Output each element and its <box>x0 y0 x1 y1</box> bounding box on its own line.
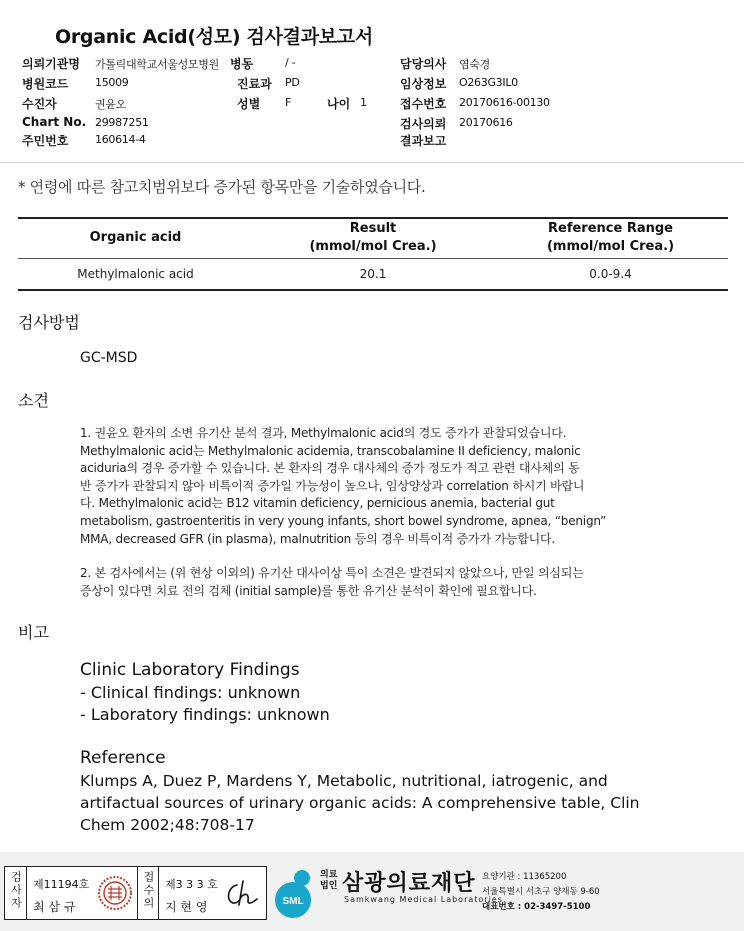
confirm-column-text: 접수의 <box>142 871 155 910</box>
hospital-code-value: 15009 <box>95 76 129 89</box>
sml-logo-text: SML <box>282 896 304 907</box>
header-result-unit: (mmol/mol Crea.) <box>309 239 437 255</box>
department-label: 진료과 <box>237 77 272 91</box>
findings-line: aciduria의 경우 증가할 수 있습니다. 본 환자의 경우 대사체의 증가 정도가 적고 관련 대사체의 동 <box>80 461 580 476</box>
reference-note: * 연령에 따른 참고치범위보다 증가된 항목만을 기술하였습니다. <box>18 178 426 196</box>
signature-box <box>4 866 267 920</box>
confirm-column-label <box>137 867 159 919</box>
header-organic-acid: Organic acid <box>18 218 253 258</box>
clinical-info-value: O263G3IL0 <box>459 76 518 89</box>
header-result-title: Result <box>349 221 397 237</box>
findings-line: 반 증가가 관찰되지 않아 비특이적 증가일 가능성이 높으나, 임상양상과 correlation 하시기 바랍니 <box>80 478 585 493</box>
resident-no-label: 주민번호 <box>22 134 69 148</box>
reference-line: Klumps A, Duez P, Mardens Y, Metabolic, nutritional, iatrogenic, and <box>80 772 608 790</box>
confirm-name: 지 현 영 <box>165 900 208 914</box>
header-reference-title: Reference Range <box>548 221 673 237</box>
patient-value: 권윤오 <box>95 98 126 111</box>
sex-value: F <box>285 96 292 109</box>
report-title: Organic Acid(성모) 검사결과보고서 <box>55 26 373 48</box>
header-result <box>253 218 493 258</box>
findings-line: MMA, decreased GFR (in plasma), malnutrition 등의 경우 비특이적 증가가 가능합니다. <box>80 531 556 546</box>
remarks-heading: 비고 <box>18 623 49 642</box>
method-value: GC-MSD <box>80 350 138 366</box>
clinical-info-label: 임상정보 <box>400 77 447 91</box>
findings-paragraph-1 <box>80 425 680 548</box>
ward-value: / - <box>285 56 296 69</box>
findings-line: 다. Methylmalonic acid는 B12 vitamin deficiency, pernicious anemia, bacterial gut <box>80 496 555 511</box>
resident-no-value: 160614-4 <box>95 133 146 146</box>
inspector-name: 최 삼 규 <box>33 900 76 914</box>
findings-line: 증상이 있다면 치료 전의 검체 (initial sample)를 통한 유기산 분석이 확인에 필요합니다. <box>80 583 537 598</box>
age-label: 나이 <box>327 97 351 111</box>
org-english-name: Samkwang Medical Laboratories <box>344 895 503 904</box>
method-heading: 검사방법 <box>18 313 80 332</box>
row-result: 20.1 <box>359 266 387 281</box>
result-table <box>18 217 728 291</box>
result-report-label: 결과보고 <box>400 134 447 148</box>
org-info-line: 요양기관 : 11365200 <box>482 872 567 882</box>
header-reference-unit: (mmol/mol Crea.) <box>546 239 675 255</box>
hospital-code-label: 병원코드 <box>22 77 69 91</box>
institution-value: 가톨릭대학교서울성모병원 <box>95 58 219 71</box>
department-value: PD <box>285 76 300 89</box>
clinical-findings-line: - Clinical findings: unknown <box>80 683 301 702</box>
findings-heading: 소견 <box>18 391 49 410</box>
header-reference <box>493 218 728 258</box>
inspector-column-label <box>5 867 27 919</box>
org-contact-info <box>482 870 600 915</box>
request-date-label: 검사의뢰 <box>400 117 447 131</box>
findings-body <box>80 425 680 617</box>
patient-label: 수진자 <box>22 97 57 111</box>
inspector-column-text: 검사자 <box>9 871 23 910</box>
laboratory-findings-line: - Laboratory findings: unknown <box>80 705 330 724</box>
org-prefix <box>320 870 337 892</box>
reference-heading: Reference <box>80 748 166 768</box>
reference-text <box>80 770 680 836</box>
org-info-line: 대표번호 : 02-3497-5100 <box>482 902 591 912</box>
reference-line: Chem 2002;48:708-17 <box>80 816 255 834</box>
table-header-row <box>18 218 728 258</box>
inspector-number: 제11194호 <box>33 878 90 891</box>
request-date-value: 20170616 <box>459 116 513 129</box>
table-row <box>18 258 728 290</box>
findings-line: Methylmalonic acid는 Methylmalonic acidemia, transcobalamine II deficiency, malonic <box>80 443 581 458</box>
doctor-label: 담당의사 <box>400 57 447 71</box>
chart-no-value: 29987251 <box>95 116 149 129</box>
doctor-value: 염숙경 <box>459 58 490 71</box>
official-seal-icon <box>97 875 133 911</box>
row-reference: 0.0-9.4 <box>589 266 632 281</box>
org-name: 삼광의료재단 <box>342 871 476 896</box>
handwritten-signature-icon <box>223 877 263 911</box>
org-info-line: 서울특별시 서초구 양재동 9-60 <box>482 887 600 897</box>
confirm-number: 제3 3 3 호 <box>165 878 218 891</box>
findings-paragraph-2 <box>80 565 680 600</box>
age-value: 1 <box>360 96 367 109</box>
report-header <box>0 0 744 163</box>
clinic-findings-heading: Clinic Laboratory Findings <box>80 660 300 680</box>
ward-label: 병동 <box>230 57 254 71</box>
org-prefix-line: 법인 <box>320 881 338 891</box>
organization-logo-area <box>272 862 742 924</box>
row-organic-acid: Methylmalonic acid <box>77 266 194 281</box>
sex-label: 성별 <box>237 97 261 111</box>
institution-label: 의뢰기관명 <box>22 57 80 71</box>
findings-line: metabolism, gastroenteritis in very young infants, short bowel syndrome, apnea, “benign” <box>80 513 607 528</box>
receipt-no-label: 접수번호 <box>400 97 447 111</box>
sml-logo-icon <box>272 868 318 918</box>
receipt-no-value: 20170616-00130 <box>459 96 550 109</box>
findings-line: 1. 권윤오 환자의 소변 유기산 분석 결과, Methylmalonic acid의 경도 증가가 관찰되었습니다. <box>80 426 567 440</box>
chart-no-label: Chart No. <box>22 115 87 129</box>
reference-line: artifactual sources of urinary organic acids: A comprehensive table, Clin <box>80 794 640 812</box>
findings-line: 2. 본 검사에서는 (위 현상 이외의) 유기산 대사이상 특이 소견은 발견되지 않았으나, 만일 의심되는 <box>80 566 584 581</box>
org-prefix-line: 의료 <box>320 870 338 880</box>
